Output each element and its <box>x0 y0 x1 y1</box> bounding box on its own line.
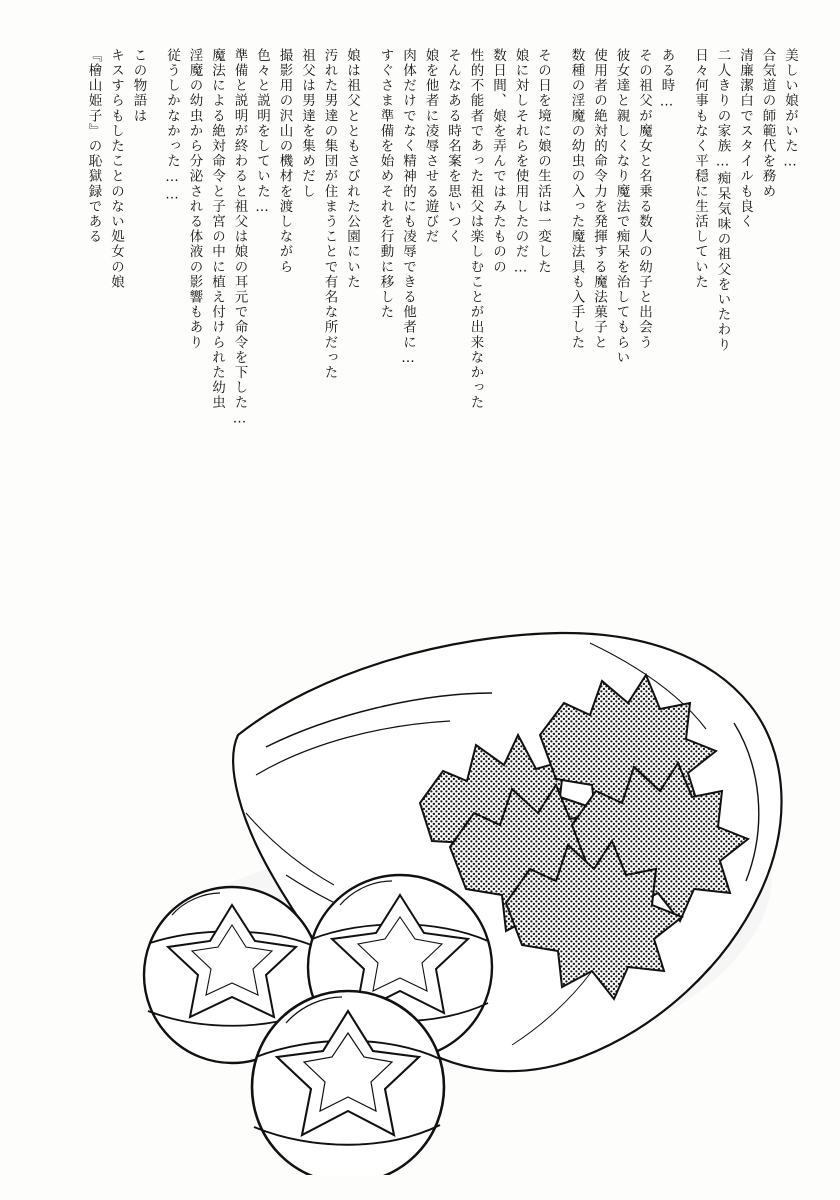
sphere-capsule-3 <box>252 991 444 1175</box>
story-line: その祖父が魔女と名乗る数人の幼子と出会う <box>636 48 652 350</box>
story-line: その日を境に娘の生活は一変した <box>535 48 551 275</box>
story-line: 娘を他者に凌辱させる遊びだ <box>422 48 439 245</box>
story-line: 肉体だけでなく精神的にも凌辱できる他者に… <box>400 48 416 368</box>
story-line: 『檜山姫子』の恥獄録である <box>85 48 102 245</box>
story-line: 合気道の師範代を務め <box>759 48 776 199</box>
story-line: 使用者の絶対的命令力を発揮する魔法菓子と <box>591 48 607 350</box>
story-line: ある時… <box>658 48 675 111</box>
story-line: 撮影用の沢山の機材を渡しながら <box>276 48 293 275</box>
story-text-block <box>77 48 796 608</box>
story-line: 清廉潔白でスタイルも良く <box>737 48 753 230</box>
story-line: 性的不能者であった祖父は楽しむことが出来なかった <box>467 48 484 411</box>
story-line: 準備と説明が終わると祖父は娘の耳元で命令を下した… <box>231 48 248 428</box>
story-line: 数種の淫魔の幼虫の入った魔法具も入手した <box>568 48 585 350</box>
story-line: 数日間、娘を弄んではみたものの <box>490 48 506 275</box>
story-line: 娘に対しそれらを使用したのだ… <box>512 48 529 277</box>
story-line: 二人きりの家族…痴呆気味の祖父をいたわり <box>714 48 731 353</box>
illustration <box>120 575 820 1175</box>
story-line: 娘は祖父とともさびれた公園にいた <box>344 48 360 290</box>
story-line: 淫魔の幼虫から分泌される体液の影響もあり <box>186 48 203 350</box>
story-line: 彼女達と親しくなり魔法で痴呆を治してもらい <box>613 48 630 366</box>
story-line: 魔法による絶対命令と子宮の中に植え付けられた幼虫 <box>209 48 225 411</box>
story-line: 日々何事もなく平穏に生活していた <box>692 48 708 290</box>
story-line: すぐさま準備を始めそれを行動に移した <box>377 48 394 320</box>
story-line: この物語は <box>130 48 147 124</box>
story-line: 祖父は男達を集めだし <box>299 48 315 199</box>
story-line: 従うしかなかった…… <box>164 48 180 204</box>
story-line: 美しい娘がいた… <box>782 48 798 172</box>
story-line: そんなある時名案を思いつく <box>445 48 461 245</box>
story-line: 色々と説明をしていた… <box>254 48 270 217</box>
story-line: キスすらもしたことのない処女の娘 <box>108 48 124 290</box>
story-line: 汚れた男達の集団が住まうことで有名な所だった <box>321 48 338 381</box>
